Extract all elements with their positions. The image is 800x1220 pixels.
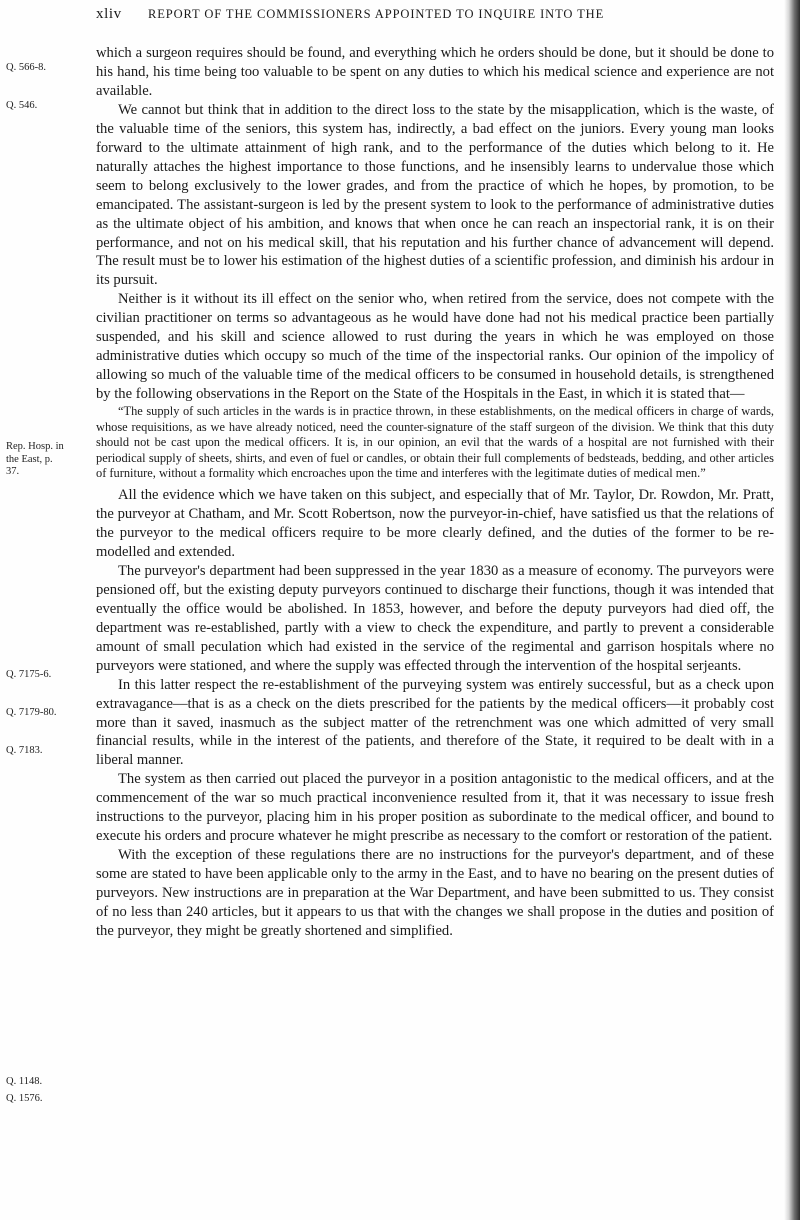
paragraph: We cannot but think that in addition to the direct loss to the state by the misapplication, which is the waste, of the valuable time of the seniors, this system has, indirectly, a bad effect on the juniors. Every young man looks forward to the ultimate attainment of high rank, and to the performance of the duties which belong to it. He naturally attaches the highest importance to those functions, and he insensibly learns to undervalue those which seem to belong exclusively to the lower grades, and from the practice of which he hopes, by promotion, to be emancipated. The assistant-surgeon is led by the present system to look to the performance of administrative duties as the ultimate object of his ambition, and knows that when once he can reach an inspectorial rank, it is on their performance, and not on his medical skill, that his reputation and his further chance of advancement will depend. The result must be to lower his estimation of the highest duties of a scientific profession, and diminish his ardour in its pursuit.: [96, 101, 774, 289]
paragraph: In this latter respect the re-establishment of the purveying system was entirely successful, but as a check upon extravagance—that is as a check on the diets prescribed for the patients by the medical officers—it probably cost more than it saved, inasmuch as the subject matter of the retrenchment was one which admitted of very small financial results, while in the interest of the patients, and therefore of the State, it required to be dealt with in a liberal manner.: [96, 676, 774, 769]
page-number: xliv: [96, 6, 122, 22]
block-quote: “The supply of such articles in the wards is in practice thrown, in these establishments, on the medical officers in charge of wards, whose requisitions, as we have already noticed, need the counter-signature of the staff surgeon of the division. We think that this duty should not be cast upon the medical officers. It is, in our opinion, an evil that the wards of a hospital are not furnished with their periodical supply of sheets, shirts, and even of fuel or candles, or obtain their full complements of bedsteads, bedding, and other articles of furniture, without a formality which encroaches upon the time and interferes with the legitimate duties of medical men.”: [96, 404, 774, 481]
margin-note-q546: Q. 546.: [6, 100, 38, 111]
paragraph: The system as then carried out placed the purveyor in a position antagonistic to the medical officers, and at the commencement of the war so much practical inconvenience resulted from it, that it was necessary to issue fresh instructions to the purveyor, placing him in his proper position as subordinate to the medical officer, and bound to execute his orders and procure whatever he might prescribe as necessary to the comfort or restoration of the patient.: [96, 771, 774, 845]
running-title: REPORT OF THE COMMISSIONERS APPOINTED TO INQUIRE INTO THE: [147, 7, 605, 21]
paragraph: With the exception of these regulations there are no instructions for the purveyor's department, and of these some are stated to have been applicable only to the army in the East, and to have no bearing on the present duties of purveyors. New instructions are in preparation at the War Department, and have been submitted to us. They consist of no less than 240 articles, but it appears to us that with the changes we shall propose in the duties and position of the purveyor, they might be greatly shortened and simplified.: [96, 847, 774, 939]
margin-note-q7179: Q. 7179-80.: [6, 707, 57, 718]
paragraph: which a surgeon requires should be found, and everything which he orders should be done, but it should be done to his hand, his time being too valuable to be spent on any duties to which his medical science and experience are not available.: [96, 45, 774, 99]
body-text: [96, 44, 774, 941]
paragraph: All the evidence which we have taken on this subject, and especially that of Mr. Taylor, Dr. Rowdon, Mr. Pratt, the purveyor at Chatham, and Mr. Scott Robertson, now the purveyor-in-chief, have satisfied us that the relations of the purveyor to the medical officers require to be more clearly defined, and the duties of the former to be re-modelled and extended.: [96, 487, 774, 560]
paragraph: The purveyor's department had been suppressed in the year 1830 as a measure of economy. The purveyors were pensioned off, but the existing deputy purveyors continued to discharge their functions, though it was intended that eventually the office would be abolished. In 1853, however, and before the deputy purveyors had died off, the department was re-established, partly with a view to check the expenditure, and partly to prevent a considerable amount of small peculation which had existed in the service of the regimental and garrison hospitals where no purveyors were stationed, and where the supply was effected through the intervention of the hospital serjeants.: [96, 562, 774, 674]
page-header: [96, 6, 756, 28]
scan-binding-edge: [784, 0, 800, 1220]
margin-note-q7183: Q. 7183.: [6, 745, 43, 756]
margin-note-q566: Q. 566-8.: [6, 62, 46, 73]
margin-note-q7175: Q. 7175-6.: [6, 669, 52, 680]
margin-note-q1576: Q. 1576.: [6, 1093, 43, 1104]
margin-note-q1148: Q. 1148.: [6, 1076, 43, 1087]
paragraph: Neither is it without its ill effect on the senior who, when retired from the service, does not compete with the civilian practitioner on terms so advantageous as he would have done had not his medical practice been partially suspended, and his skill and science allowed to rust during the years in which he was employed on those administrative duties which occupy so much of the time of the inspectorial ranks. Our opinion of the impolicy of allowing so much of the valuable time of the medical officers to be consumed in household details, is strengthened by the following observations in the Report on the State of the Hospitals in the East, in which it is stated that—: [96, 291, 774, 403]
margin-note-rep-hosp: Rep. Hosp. in the East, p. 37.: [6, 441, 64, 477]
